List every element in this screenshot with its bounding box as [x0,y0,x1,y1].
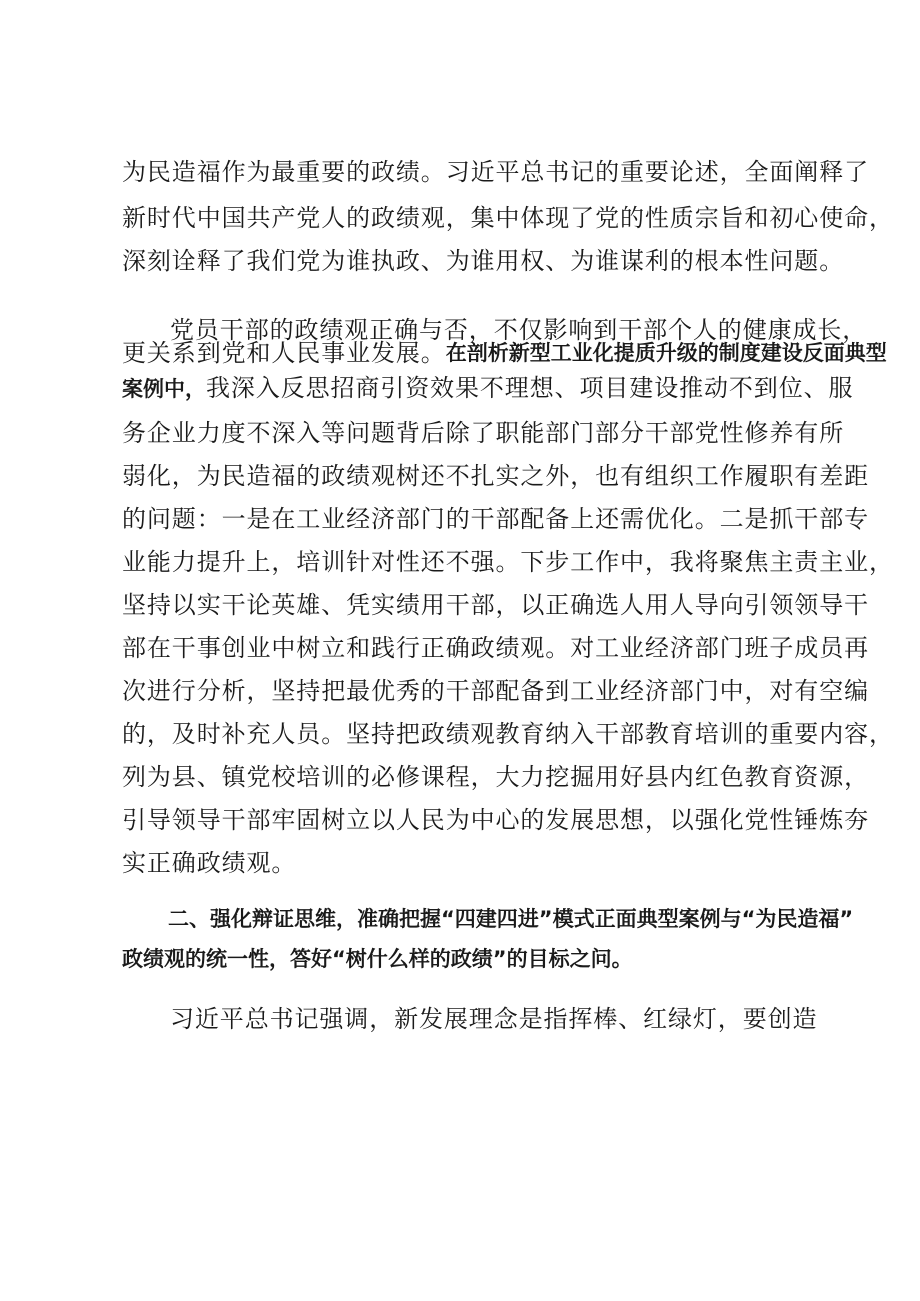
text-line-mixed [122,335,887,370]
bold-segment: 案例中， [122,377,206,401]
section-heading-continued: 政绩观的统一性，答好“树什么样的政绩”的目标之问。 [122,947,633,971]
text-line: 为民造福作为最重要的政绩。习近平总书记的重要论述，全面阐释了 [122,158,869,186]
text-line: 引导领导干部牢固树立以人民为中心的发展思想，以强化党性锤炼夯 [122,806,869,834]
text-line: 深刻诠释了我们党为谁执政、为谁用权、为谁谋利的根本性问题。 [122,247,845,275]
text-line-mixed [122,371,854,406]
text-segment: 我深入反思招商引资效果不理想、项目建设推动不到位、服 [206,374,854,402]
paragraph-first-line: 党员干部的政绩观正确与否，不仅影响到干部个人的健康成长， [170,316,868,344]
bold-segment: 在剖析新型工业化提质升级的制度建设反面典型 [445,341,887,365]
text-line: 弱化，为民造福的政绩观树还不扎实之外，也有组织工作履职有差距 [122,462,869,490]
paragraph-first-line: 习近平总书记强调，新发展理念是指挥棒、红绿灯，要创造 [170,1005,818,1033]
text-segment: 更关系到党和人民事业发展。 [122,339,446,367]
text-line: 业能力提升上，培训针对性还不强。下步工作中，我将聚焦主责主业， [122,548,894,576]
text-line: 部在干事创业中树立和践行正确政绩观。对工业经济部门班子成员再 [122,634,869,662]
section-heading: 二、强化辩证思维，准确把握“四建四进”模式正面典型案例与“为民造福” [168,907,854,931]
text-line: 的问题：一是在工业经济部门的干部配备上还需优化。二是抓干部专 [122,505,869,533]
text-line: 次进行分析，坚持把最优秀的干部配备到工业经济部门中，对有空编 [122,677,869,705]
text-line: 新时代中国共产党人的政绩观，集中体现了党的性质宗旨和初心使命， [122,204,894,232]
text-line: 的，及时补充人员。坚持把政绩观教育纳入干部教育培训的重要内容， [122,720,894,748]
text-line: 列为县、镇党校培训的必修课程，大力挖掘用好县内红色教育资源， [122,763,869,791]
text-line: 实正确政绩观。 [122,849,297,877]
text-line: 务企业力度不深入等问题背后除了职能部门部分干部党性修养有所 [122,419,845,447]
text-line: 坚持以实干论英雄、凭实绩用干部，以正确选人用人导向引领领导干 [122,591,869,619]
